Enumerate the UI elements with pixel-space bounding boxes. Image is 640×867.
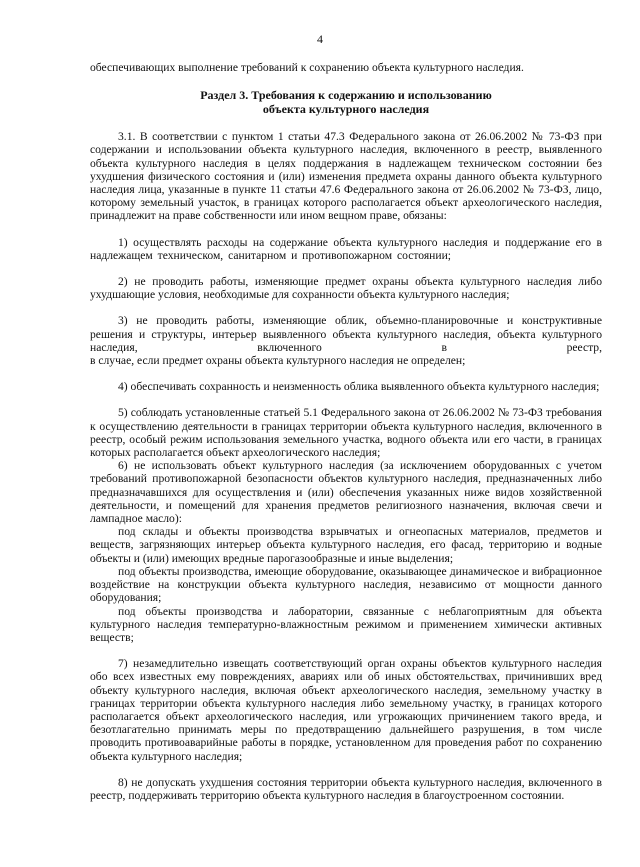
paragraph-3-1: 3.1. В соответствии с пунктом 1 статьи 47.3 Федерального закона от 26.06.2002 № 73-ФЗ при содержании и использовании объекта культурного наследия, включенного в реестр, выявленного объекта культурного наследия в целях поддержания в надлежащем техническом состоянии без ухудшения физического состояния и (или) изменения предмета охраны данного объекта культурного наследия лица, указанные в пункте 11 статьи 47.6 Федерального закона от 26.06.2002 № 73-ФЗ, лицо, которому земельный участок, в границах которого располагается объект археологического наследия, принадлежит на праве собственности или ином вещном праве, обязаны: [90,130,602,223]
intro-line: обеспечивающих выполнение требований к сохранению объекта культурного наследия. [90,61,524,74]
item-6: 6) не использовать объект культурного наследия (за исключением оборудованных с учетом требований противопожарной безопасности объектов культурного наследия, предназначенных либо предназначавшихся для осуществления и (или) обеспечения указанных ниже видов хозяйственной деятельности, и помещений для хранения предметов религиозного назначения, включая свечи и лампадное масло): [90,459,602,526]
item-6-production: под объекты производства, имеющие оборудование, оказывающее динамическое и вибрационное воздействие на конструкции объекта культурного наследия, независимо от мощности данного оборудования; [90,564,602,605]
item-5: 5) соблюдать установленные статьей 5.1 Федерального закона от 26.06.2002 № 73-ФЗ требования к осуществлению деятельности в границах территории объекта культурного наследия, включенного в реестр, особый режим использования земельного участка, водного объекта или его части, в границах которых располагается объект археологического наследия; [90,406,602,460]
item-3-part1: 3) не проводить работы, изменяющие облик, объемно-планировочные и конструктивные решения и структуры, интерьер выявленного объекта культурного наследия, объекта культурного наследия, включенного в реестр, [90,314,602,354]
item-3-part2: в случае, если предмет охраны объекта культурного наследия не определен; [90,354,466,368]
item-8: 8) не допускать ухудшения состояния территории объекта культурного наследия, включенного в реестр, поддерживать территорию объекта культурного наследия в благоустроенном состоянии. [90,775,602,802]
page-number: 4 [317,32,323,46]
item-2: 2) не проводить работы, изменяющие предмет охраны объекта культурного наследия либо ухудшающие условия, необходимые для сохранности объекта культурного наследия; [90,275,602,302]
section-heading [90,88,602,116]
item-6-laboratories: под объекты производства и лаборатории, связанные с неблагоприятным для объекта культурного наследия температурно-влажностным режимом и применением химически активных веществ; [90,604,602,644]
item-4: 4) обеспечивать сохранность и неизменность облика выявленного объекта культурного наследия; [118,380,600,394]
section-title-line1: Раздел 3. Требования к содержанию и использованию [200,88,492,103]
item-7: 7) незамедлительно извещать соответствующий орган охраны объектов культурного наследия обо всех известных ему повреждениях, авариях или об иных обстоятельствах, причинивших вред объекту культурного наследия, включая объект археологического наследия, земельному участку в границах территории объекта культурного наследия либо земельному участку, в границах которого располагается объект археологического наследия, или угрожающих причинением такого вреда, и безотлагательно принимать меры по предотвращению дальнейшего разрушения, в том числе проводить противоаварийные работы в порядке, установленном для проведения работ по сохранению объекта культурного наследия; [90,657,602,763]
item-6-warehouses: под склады и объекты производства взрывчатых и огнеопасных материалов, предметов и веществ, загрязняющих интерьер объекта культурного наследия, его фасад, территорию и водные объекты и (или) имеющих вредные парогазообразные и иные выделения; [90,525,602,565]
document-body [90,61,602,802]
item-1: 1) осуществлять расходы на содержание объекта культурного наследия и поддержание его в надлежащем техническом, санитарном и противопожарном состоянии; [90,235,602,262]
section-title-line2: объекта культурного наследия [262,102,430,117]
